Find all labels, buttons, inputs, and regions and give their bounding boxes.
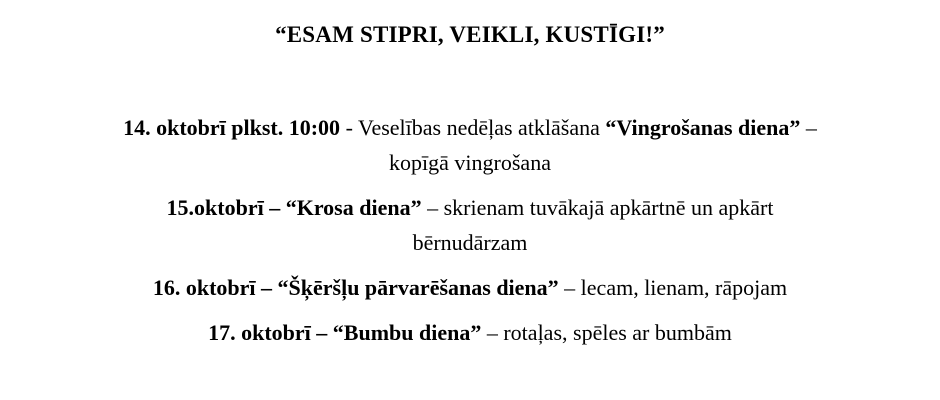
- event-description-tail: – kopīgā vingrošana: [389, 115, 817, 175]
- event-description: – skrienam tuvākajā apkārtnē un apkārt bērnudārzam: [412, 195, 774, 255]
- event-description: – rotaļas, spēles ar bumbām: [481, 320, 732, 345]
- event-paragraph-oct15: [110, 190, 830, 260]
- document-title: “ESAM STIPRI, VEIKLI, KUSTĪGI!”: [275, 22, 665, 47]
- event-list: [110, 110, 830, 350]
- event-paragraph-oct17: [110, 315, 830, 350]
- event-activity-name: “Vingrošanas diena”: [605, 115, 801, 140]
- event-date-and-name: 16. oktobrī – “Šķēršļu pārvarēšanas diena”: [152, 275, 559, 300]
- document-page: [110, 0, 830, 350]
- event-date-and-name: 15.oktobrī – “Krosa diena”: [166, 195, 422, 220]
- event-paragraph-oct14: [110, 110, 830, 180]
- event-date-and-name: 17. oktobrī – “Bumbu diena”: [208, 320, 482, 345]
- event-date-time: 14. oktobrī plkst. 10:00: [123, 115, 341, 140]
- event-paragraph-oct16: [110, 270, 830, 305]
- event-description: - Veselības nedēļas atklāšana: [340, 115, 606, 140]
- event-description: – lecam, lienam, rāpojam: [558, 275, 788, 300]
